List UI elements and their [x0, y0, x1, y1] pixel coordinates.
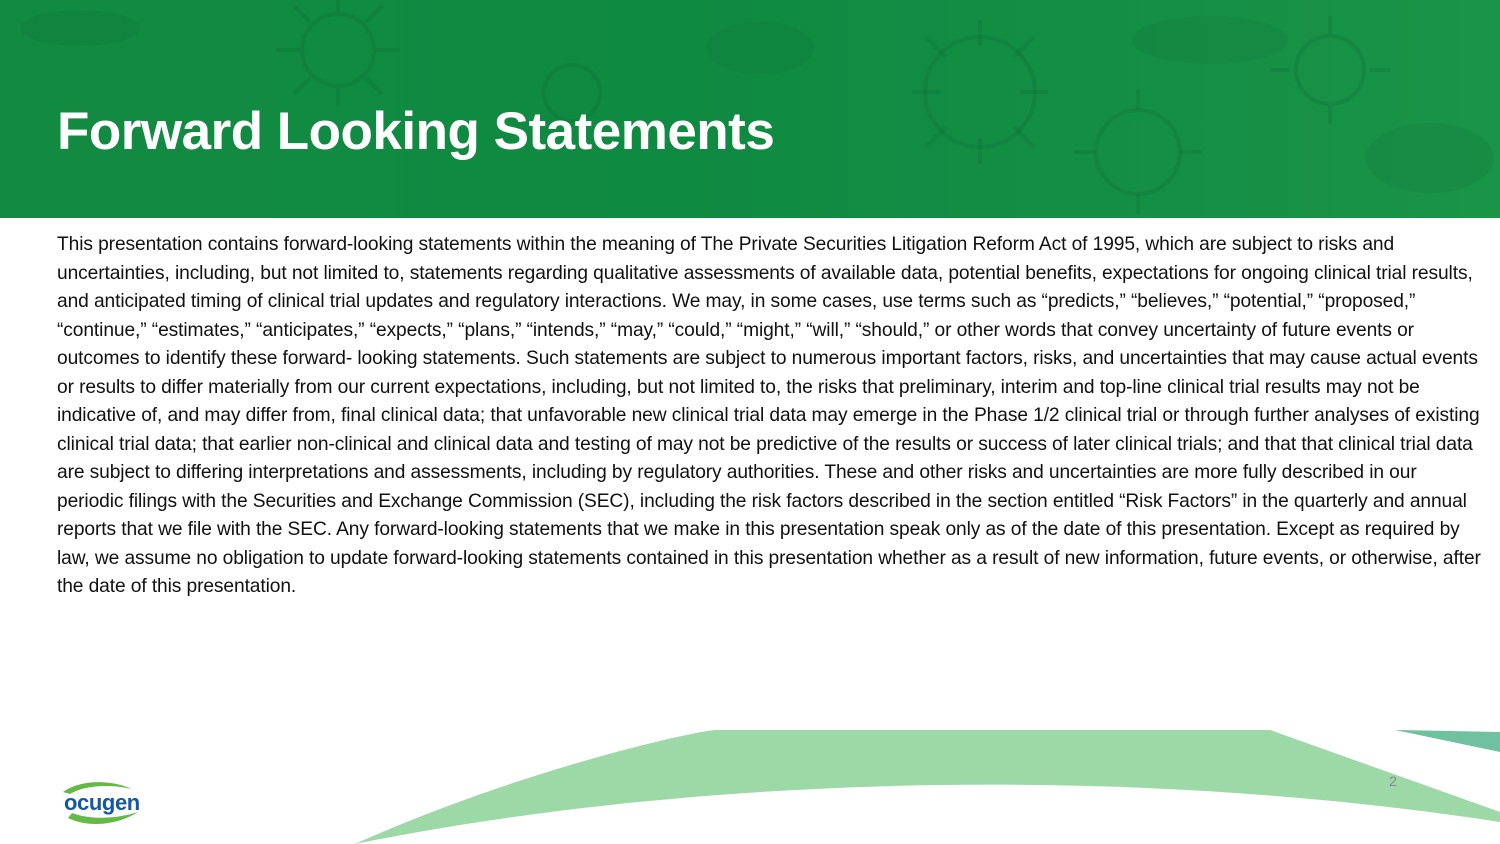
footer-swoosh-decoration	[0, 720, 1500, 844]
ocugen-logo	[60, 780, 144, 824]
slide-title: Forward Looking Statements	[57, 102, 775, 161]
forward-looking-statement-text: This presentation contains forward-looking statements within the meaning of The Private Securities Litigation Reform Act of 1995, which are subject to risks and uncertainties, including, but not limited to, statements regarding qualitative assessments of available data, potential benefits, expectations for ongoing clinical trial results, and anticipated timing of clinical trial updates and regulatory interactions. We may, in some cases, use terms such as “predicts,” “believes,” “potential,” “proposed,” “continue,” “estimates,” “anticipates,” “expects,” “plans,” “intends,” “may,” “could,” “might,” “will,” “should,” or other words that convey uncertainty of future events or outcomes to identify these forward- looking statements. Such statements are subject to numerous important factors, risks, and uncertainties that may cause actual events or results to differ materially from our current expectations, including, but not limited to, the risks that preliminary, interim and top-line clinical trial results may not be indicative of, and may differ from, final clinical data; that unfavorable new clinical trial data may emerge in the Phase 1/2 clinical trial or through further analyses of existing clinical trial data; that earlier non-clinical and clinical data and testing of may not be predictive of the results or success of later clinical trials; and that that clinical trial data are subject to differing interpretations and assessments, including by regulatory authorities. These and other risks and uncertainties are more fully described in our periodic filings with the Securities and Exchange Commission (SEC), including the risk factors described in the section entitled “Risk Factors” in the quarterly and annual reports that we file with the SEC. Any forward-looking statements that we make in this presentation speak only as of the date of this presentation. Except as required by law, we assume no obligation to update forward-looking statements contained in this presentation whether as a result of new information, future events, or otherwise, after the date of this presentation.	[57, 234, 1481, 597]
title-banner	[0, 0, 1500, 218]
logo-wordmark: ocugen	[64, 790, 140, 815]
page-number: 2	[1389, 773, 1397, 789]
footer-teal-corner	[1395, 730, 1500, 752]
